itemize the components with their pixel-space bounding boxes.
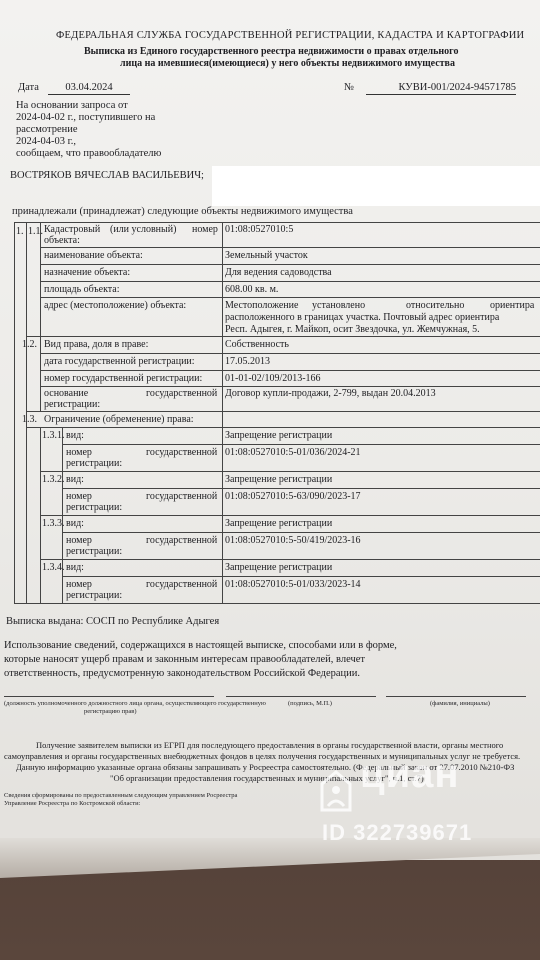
date-label: Дата <box>18 82 39 93</box>
cell-label: Вид права, доля в праве: <box>44 339 149 350</box>
cell-label: наименование объекта: <box>44 250 143 261</box>
number-label: № <box>344 82 355 93</box>
redaction-box <box>212 166 540 206</box>
encumbrance-type: Запрещение регистрации <box>225 562 333 573</box>
encumbrance-number: 01:08:0527010:5-01/033/2023-14 <box>225 579 361 590</box>
issued-by: Выписка выдана: СОСП по Республике Адыгея <box>6 616 220 627</box>
cell-label: номер <box>192 224 218 235</box>
usage-line: ответственность, предусмотренную законодательством Российской Федерации. <box>4 668 361 679</box>
intro-line: рассмотрение <box>16 124 78 135</box>
cell-label: государственной <box>146 579 218 590</box>
signature-line <box>226 696 376 697</box>
cell-label: (или условный) <box>110 224 177 235</box>
position-caption: регистрацию прав) <box>84 708 137 715</box>
footer-line: Получение заявителем выписки из ЕГРП для последующего предоставления в органы государственной власти, органы местного <box>36 740 504 750</box>
cell-label: регистрации: <box>66 502 123 513</box>
cell-label: номер <box>66 535 92 546</box>
cell-label: адрес (местоположение) объекта: <box>44 300 187 311</box>
cell-label: регистрации: <box>66 458 123 469</box>
number-value: КУВИ-001/2024-94571785 <box>366 82 516 95</box>
cell-label: государственной <box>146 535 218 546</box>
signature-caption: (подпись, М.П.) <box>288 700 332 707</box>
cell-label: государственной <box>146 447 218 458</box>
cian-logo-icon <box>320 770 352 812</box>
cell-label: номер <box>66 447 92 458</box>
cell-value: Договор купли-продажи, 2-799, выдан 20.04.2013 <box>225 388 436 399</box>
address-value: установлено <box>312 300 366 311</box>
owner-name: ВОСТРЯКОВ ВЯЧЕСЛАВ ВАСИЛЬЕВИЧ; <box>10 170 204 181</box>
date-value: 03.04.2024 <box>48 82 130 95</box>
footer-line: Данную информацию указанные органа обязаны запрашивать у Росреестра самостоятельно. (Федеральный закон от 27.07.2010 №210-ФЗ <box>16 762 515 772</box>
address-value: ориентира <box>490 300 535 311</box>
cell-value: Для ведения садоводства <box>225 267 332 278</box>
cell-label: номер государственной регистрации: <box>44 373 203 384</box>
encumbrance-type: Запрещение регистрации <box>225 430 333 441</box>
intro-line: 2024-04-02 г., поступившего на <box>16 112 156 123</box>
encumbrance-number: 01:08:0527010:5-63/090/2023-17 <box>225 491 361 502</box>
footer-line: самоуправления и органы государственных внебюджетных фондов в целях получения государственных и муниципальных услуг не требуется. <box>4 751 521 761</box>
cell-label: вид: <box>66 518 84 529</box>
position-line <box>4 696 214 697</box>
footer-small: Сведения сформированы по предоставленным следующим управлением Росреестра <box>4 792 238 799</box>
cell-value: 608.00 кв. м. <box>225 284 279 295</box>
objects-intro: принадлежали (принадлежат) следующие объекты недвижимого имущества <box>12 206 353 217</box>
cell-value: Земельный участок <box>225 250 308 261</box>
row-number: 1. <box>16 226 24 237</box>
cell-label: регистрации: <box>66 590 123 601</box>
name-line <box>386 696 526 697</box>
position-caption: (должность уполномоченного должностного лица органа, осуществляющего государственную <box>4 700 266 707</box>
cell-label: площадь объекта: <box>44 284 120 295</box>
cell-value: 17.05.2013 <box>225 356 270 367</box>
cell-label: вид: <box>66 474 84 485</box>
encumbrance-type: Запрещение регистрации <box>225 474 333 485</box>
cell-label: основание <box>44 388 89 399</box>
encumbrance-type: Запрещение регистрации <box>225 518 333 529</box>
intro-line: 2024-04-03 г., <box>16 136 76 147</box>
cell-label: государственной <box>146 491 218 502</box>
row-number: 1.3. <box>22 414 37 425</box>
cell-label: вид: <box>66 430 84 441</box>
doc-title-line2: лица на имевшиеся(имеющиеся) у него объекты недвижимого имущества <box>120 58 455 69</box>
address-value: относительно <box>406 300 465 311</box>
watermark-id: ID 322739671 <box>322 820 473 845</box>
row-number: 1.3.2. <box>42 474 65 485</box>
cell-label: Кадастровый <box>44 224 101 235</box>
cell-label: назначение объекта: <box>44 267 131 278</box>
row-number: 1.2. <box>22 339 37 350</box>
cell-value: Собственность <box>225 339 289 350</box>
cadastral-number: 01:08:0527010:5 <box>225 224 294 235</box>
row-number: 1.3.4. <box>42 562 65 573</box>
row-number: 1.1. <box>28 226 43 237</box>
row-number: 1.3.3. <box>42 518 65 529</box>
cell-label: объекта: <box>44 235 80 246</box>
agency-name: ФЕДЕРАЛЬНАЯ СЛУЖБА ГОСУДАРСТВЕННОЙ РЕГИСТРАЦИИ, КАДАСТРА И КАРТОГРАФИИ <box>56 30 525 41</box>
doc-title-line1: Выписка из Единого государственного реестра недвижимости о правах отдельного <box>84 46 459 57</box>
cell-label: дата государственной регистрации: <box>44 356 195 367</box>
encumbrance-number: 01:08:0527010:5-01/036/2024-21 <box>225 447 361 458</box>
intro-line: сообщаем, что правообладателю <box>16 148 162 159</box>
row-number: 1.3.1. <box>42 430 65 441</box>
footer-small: Управление Росреестра по Костромской области: <box>4 800 141 807</box>
footer-line: "Об организации предоставления государственных и муниципальных услуг", ч.1, ст.7) <box>110 773 424 783</box>
watermark-brand: циан <box>360 752 460 796</box>
address-value: Местоположение <box>225 300 299 311</box>
cell-label: государственной <box>146 388 218 399</box>
usage-line: которые наносят ущерб правам и законным интересам правообладателей, влечет <box>4 654 366 665</box>
cell-label: регистрации: <box>66 546 123 557</box>
cell-label: регистрации: <box>44 399 101 410</box>
cell-label: номер <box>66 579 92 590</box>
name-caption: (фамилия, инициалы) <box>430 700 490 707</box>
property-table <box>14 222 540 604</box>
address-value: расположенного в границах участка. Почтовый адрес ориентира <box>225 312 500 323</box>
intro-line: На основании запроса от <box>16 100 128 111</box>
address-value: Респ. Адыгея, г. Майкоп, осит Звездочка, ул. Жемчужная, 5. <box>225 324 480 335</box>
encumbrance-number: 01:08:0527010:5-50/419/2023-16 <box>225 535 361 546</box>
cell-label: вид: <box>66 562 84 573</box>
usage-line: Использование сведений, содержащихся в настоящей выписке, способами или в форме, <box>4 640 397 651</box>
cell-label: номер <box>66 491 92 502</box>
cell-label: Ограничение (обременение) права: <box>44 414 194 425</box>
cell-value: 01-01-02/109/2013-166 <box>225 373 321 384</box>
